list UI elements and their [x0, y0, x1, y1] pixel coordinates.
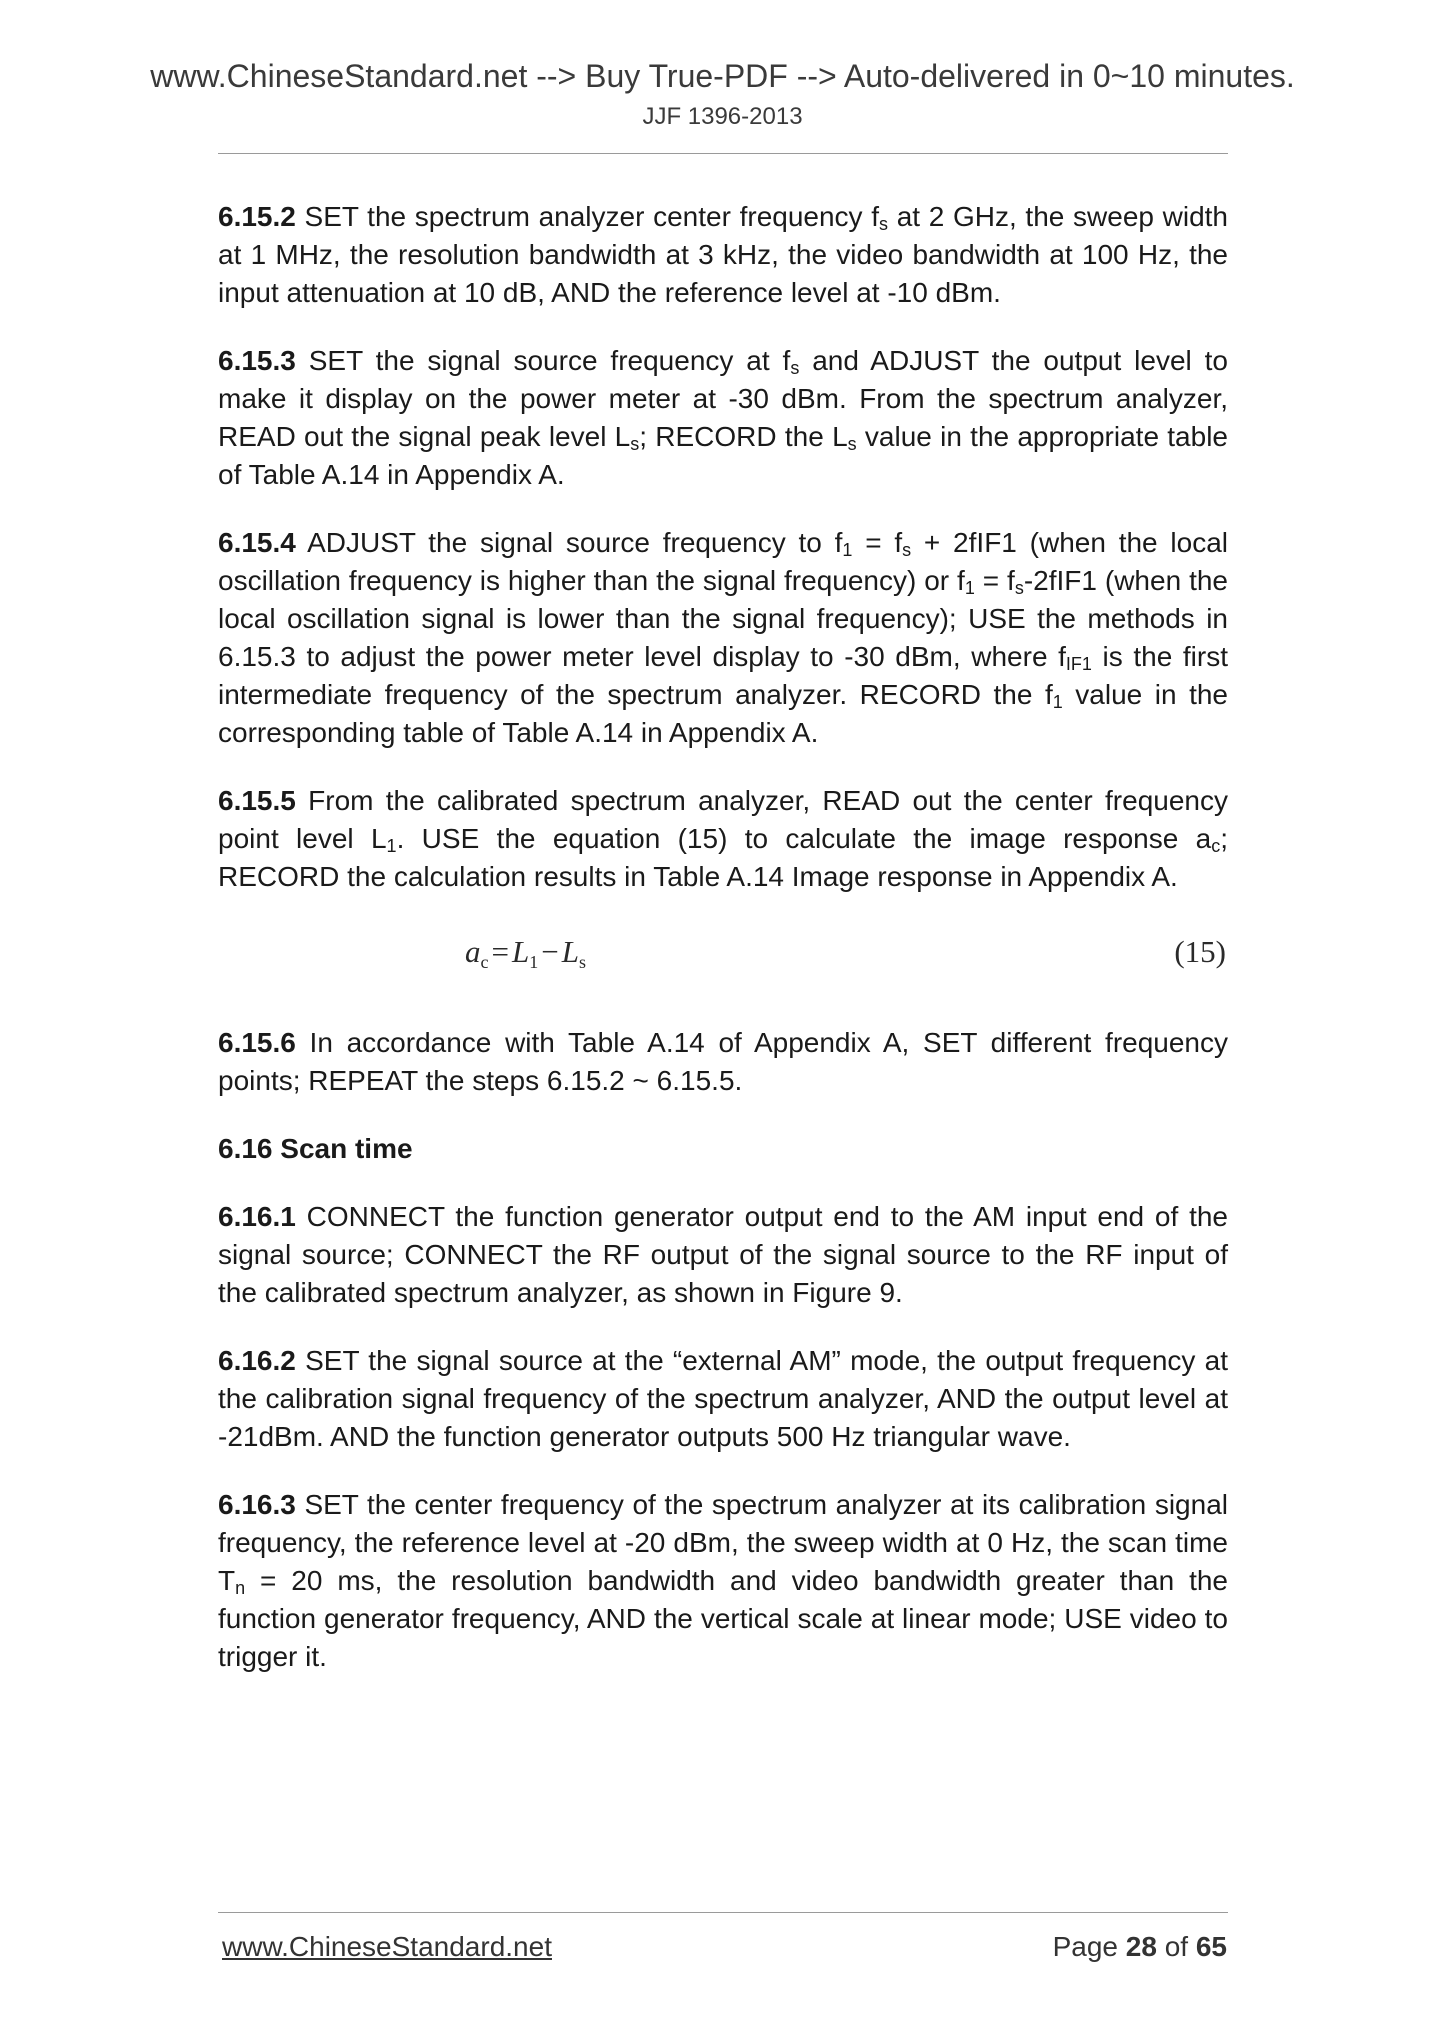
- clause-number: 6.15.2: [218, 201, 296, 232]
- clause-text: SET the spectrum analyzer center frequency $f_s$ at 2 GHz, the sweep width at 1 MHz, the resolution bandwidth at 3 kHz, the video bandwidth at 100 Hz, the input attenuation at 10 dB, AND the reference level at -10 dBm.: [218, 201, 1229, 308]
- eq-equals: =: [491, 934, 509, 969]
- page-total: 65: [1195, 1931, 1227, 1962]
- eq-minus: −: [541, 934, 559, 969]
- clause-6-15-6: [218, 1024, 1228, 1100]
- equation-number: (15): [1174, 934, 1226, 969]
- clause-number: 6.16.3: [218, 1489, 296, 1520]
- equation-expression: [465, 934, 586, 970]
- header-divider: [218, 153, 1228, 154]
- clause-number: 6.15.3: [218, 345, 296, 376]
- eq-lhs-sub: c: [480, 952, 489, 972]
- clause-text: SET the signal source frequency at $f_s$ and ADJUST the output level to make it display on the power meter at -30 dBm. From the spectrum analyzer, READ out the signal peak level $L_s$; RECORD the $L_s$ value in the appropriate table of Table A.14 in Appendix A.: [218, 345, 1228, 490]
- clause-text: ADJUST the signal source frequency to $f_1 = f_s + 2fIF1$ (when the local oscillation frequency is higher than the signal frequency) or $f_1 = f_s-2fIF1$ (when the local oscillation signal is lower than the signal frequency); USE the methods in 6.15.3 to adjust the power meter level display to -30 dBm, where $f_{IF1}$ is the first intermediate frequency of the spectrum analyzer. RECORD the $f_1$ value in the corresponding table of Table A.14 in Appendix A.: [218, 527, 1229, 748]
- site-banner: www.ChineseStandard.net --> Buy True-PDF --> Auto-delivered in 0~10 minutes.: [150, 58, 1295, 94]
- page-indicator: [1053, 1929, 1227, 1965]
- page-of: of: [1164, 1931, 1189, 1962]
- clause-6-15-5: [218, 782, 1228, 896]
- clause-text: From the calibrated spectrum analyzer, READ out the center frequency point level $L_1$. USE the equation (15) to calculate the image response $a_c$; RECORD the calculation results in Table A.14 Image response in Appendix A.: [218, 785, 1228, 892]
- clause-6-15-3: [218, 342, 1228, 494]
- footer-divider: [218, 1912, 1228, 1913]
- clause-6-15-2: [218, 198, 1228, 312]
- equation-15: [218, 926, 1228, 990]
- clause-6-16-2: [218, 1342, 1228, 1456]
- eq-term1: L: [511, 934, 530, 969]
- eq-term2: L: [561, 934, 579, 969]
- document-body: [218, 198, 1228, 1706]
- page-current: 28: [1125, 1931, 1157, 1962]
- eq-lhs: a: [465, 934, 481, 969]
- standard-code: JJF 1396-2013: [642, 103, 803, 130]
- clause-number: 6.15.5: [218, 785, 296, 816]
- eq-term2-sub: s: [578, 952, 586, 972]
- clause-6-15-4: [218, 524, 1228, 752]
- clause-number: 6.15.6: [218, 1027, 296, 1058]
- clause-6-16-1: [218, 1198, 1228, 1312]
- clause-number: 6.16.1: [218, 1201, 296, 1232]
- clause-text: CONNECT the function generator output end to the AM input end of the signal source; CONNECT the RF output of the signal source to the RF input of the calibrated spectrum analyzer, as shown in Figure 9.: [218, 1201, 1228, 1308]
- clause-text: SET the signal source at the “external AM” mode, the output frequency at the calibration signal frequency of the spectrum analyzer, AND the output level at -21dBm. AND the function generator outputs 500 Hz triangular wave.: [218, 1345, 1228, 1452]
- footer-site-link[interactable]: www.ChineseStandard.net: [222, 1931, 552, 1962]
- page-prefix: Page: [1052, 1931, 1118, 1962]
- clause-number: 6.16.2: [218, 1345, 296, 1376]
- clause-text: SET the center frequency of the spectrum analyzer at its calibration signal frequency, the reference level at -20 dBm, the sweep width at 0 Hz, the scan time $T_n = 20$ ms, the resolution bandwidth and video bandwidth greater than the function generator frequency, AND the vertical scale at linear mode; USE video to trigger it.: [218, 1489, 1228, 1672]
- clause-number: 6.15.4: [218, 527, 296, 558]
- eq-term1-sub: 1: [529, 952, 539, 972]
- clause-text: In accordance with Table A.14 of Appendix A, SET different frequency points; REPEAT the steps 6.15.2 ~ 6.15.5.: [218, 1027, 1228, 1096]
- clause-6-16-3: [218, 1486, 1228, 1676]
- section-heading-6-16: 6.16 Scan time: [218, 1133, 413, 1164]
